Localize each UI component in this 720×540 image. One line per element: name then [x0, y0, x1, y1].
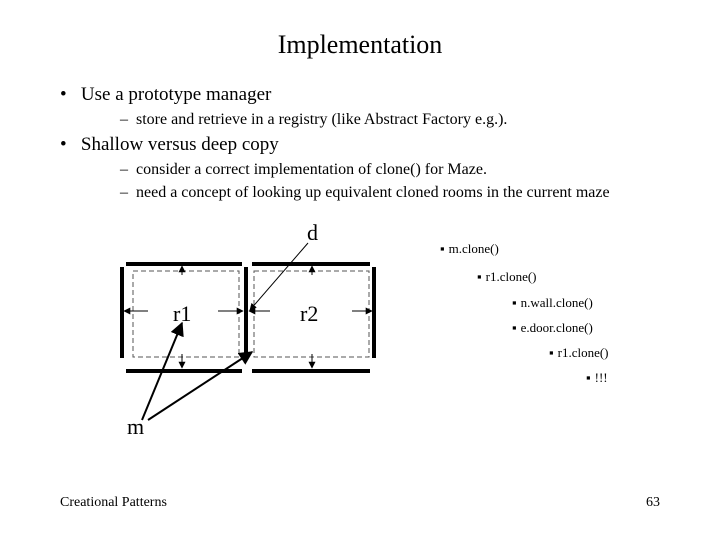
sub-bullet-2-2-text: need a concept of looking up equivalent cloned rooms in the current maze	[136, 184, 610, 201]
label-r1: r1	[173, 301, 192, 326]
clone-call-1: ▪ m.clone()	[440, 241, 499, 256]
m-to-r2-arrow	[148, 352, 252, 420]
bullet-1-text: Use a prototype manager	[80, 84, 272, 105]
footer-title: Creational Patterns	[60, 495, 167, 510]
slide-title: Implementation	[277, 30, 443, 59]
clone-call-4: ▪ e.door.clone()	[512, 320, 593, 335]
page-number: 63	[646, 495, 660, 510]
sub-bullet-1-1-text: store and retrieve in a registry (like Abstract Factory e.g.).	[136, 111, 508, 128]
clone-call-6: ▪ !!!	[586, 370, 608, 385]
label-d: d	[307, 220, 318, 245]
label-m: m	[127, 414, 145, 439]
clone-call-2: ▪ r1.clone()	[477, 269, 537, 284]
dash-marker: –	[120, 161, 128, 178]
bullet-marker: •	[60, 84, 67, 105]
d-pointer-arrow	[250, 243, 308, 310]
clone-call-3: ▪ n.wall.clone()	[512, 295, 593, 310]
sub-bullet-2-1-text: consider a correct implementation of clone() for Maze.	[136, 161, 487, 178]
dash-marker: –	[120, 184, 128, 201]
bullet-2-text: Shallow versus deep copy	[80, 134, 279, 155]
clone-call-5: ▪ r1.clone()	[549, 345, 609, 360]
label-r2: r2	[300, 301, 319, 326]
clone-call-list	[440, 241, 609, 385]
bullet-marker: •	[60, 134, 67, 155]
dash-marker: –	[120, 111, 128, 128]
